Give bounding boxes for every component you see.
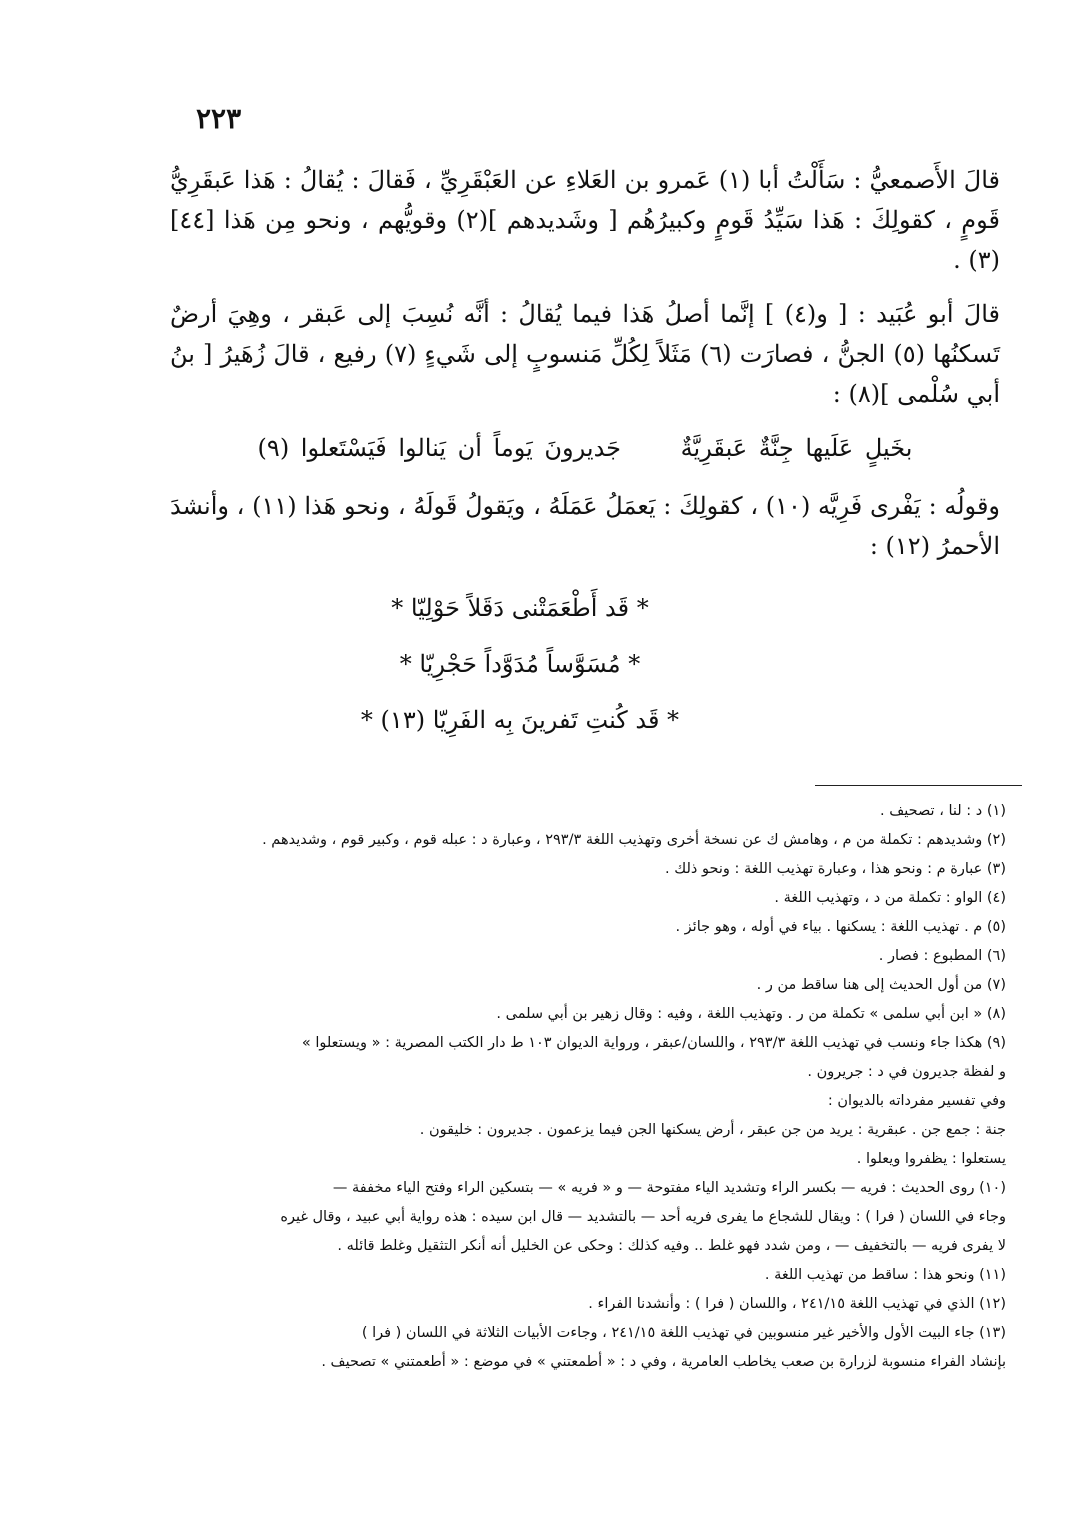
footnote-continuation: جنة : جمع جن . عبقرية : يريد من جن عبقر ، أرض يسكنها الجن فيما يزعمون . جديرون : خليقون . [419,1122,1006,1138]
footnote-continuation: و لفظة جديرون في د : جريرون . [807,1064,1006,1080]
rajaz-verses [170,580,1000,748]
footnote: (١٣) جاء البيت الأول والأخير غير منسوبين في تهذيب اللغة ٢٤١/١٥ ، وجاءت الأبيات الثلاثة في اللسان ( فرا ) [361,1325,1006,1341]
main-text [170,160,1000,748]
footnote-divider [815,785,1022,786]
footnote: (٦) المطبوع : فصار . [878,948,1006,964]
footnote: (٩) هكذا جاء ونسب في تهذيب اللغة ٢٩٣/٣ ، واللسان/عبقر ، ورواية الديوان ١٠٣ ط دار الكتب المصرية : « ويستعلوا » [301,1035,1006,1051]
verse-hemistich-right: بخَيلٍ عَلَيها جِنَّةٌ عَبقَرِيَّةٌ [680,434,913,462]
footnote: (٧) من أول الحديث إلى هنا ساقط من ر . [756,977,1006,993]
verse-hemistich-left: جَديرونَ يَوماً أن يَنالوا فَيَسْتَعلوا (٩) [257,434,621,462]
paragraph-asmai: قالَ الأَصمعيُّ : سَأَلْتُ أبا (١) عَمرو بن العَلاءِ عن العَبْقَرِيِّ ، فَقالَ : يُقالُ : هَذا عَبقَرِيُّ قَومٍ ، كقولِكَ : هَذا سَيِّدُ قَومٍ وكبيرُهُم [ وشَديدهم ](٢) وقويُّهم ، ونحو مِن هَذا [٤٤] (٣) . [170,166,1001,274]
footnote: (٥) م . تهذيب اللغة : يسكنها . بياء في أوله ، وهو جائز . [675,919,1006,935]
verse-zuhair [170,428,1000,468]
paragraph-abu-ubaid: قالَ أبو عُبَيد : [ و(٤) ] إنَّما أصلُ هَذا فيما يُقالُ : أنَّه نُسِبَ إلى عَبقر ، وهِيَ أرضٌ تَسكنُها (٥) الجنُّ ، فصارَت (٦) مَثَلاً لِكُلِّ مَنسوبٍ إلى شَيءٍ (٧) رفيع ، قالَ زُهَيرُ [ بنُ أبي سُلْمى ](٨) : [170,300,1001,408]
footnote-continuation: يستعلوا : يظفروا ويعلوا . [856,1151,1006,1167]
footnotes [176,798,1006,1378]
rajaz-line: * مُسَوَّساً مُدَوَّداً حَجْرِيّا * [399,650,641,678]
footnote: (٣) عبارة م : ونحو هذا ، وعبارة تهذيب اللغة : ونحو ذلك . [665,861,1006,877]
footnote-continuation: لا يفرى فريه — بالتخفيف — ، ومن شدد فهو غلط .. وفيه كذلك : وحكى عن الخليل أنه أنكر التثقيل وغلط قائله . [337,1238,1006,1254]
paragraph-yafri: وقولُه : يَفْرى فَرِيَّه (١٠) ، كقولِكَ : يَعمَلُ عَمَلَهُ ، ويَقولُ قَولَهُ ، ونحو هَذا (١١) ، وأنشدَ الأحمرُ (١٢) : [170,492,1001,560]
rajaz-line: * قَد أَطْعَمَتْنى دَقَلاً حَوْلِيّا * [391,594,649,622]
footnote-continuation: بإنشاد الفراء منسوبة لزرارة بن صعب يخاطب العامرية ، وفي د : « أطمعتني » في موضع : « أطعمتني » تصحيف . [321,1354,1006,1370]
footnote: (٨) « ابن أبي سلمى » تكملة من ر . وتهذيب اللغة ، وفيه : وقال زهير بن أبي سلمى . [496,1006,1006,1022]
footnote: (١٠) روى الحديث : فريه — بكسر الراء وتشديد الياء مفتوحة — و « فريه » — بتسكين الراء وفتح الياء مخففة — [332,1180,1006,1196]
footnote-continuation: وجاء في اللسان ( فرا ) : ويقال للشجاع ما يفرى فريه أحد — بالتشديد — قال ابن سيده : هذه رواية أبي عبيد ، وقال غيره [280,1209,1006,1225]
footnote: (١١) ونحو هذا : ساقط من تهذيب اللغة . [764,1267,1006,1283]
rajaz-line: * قَد كُنتِ تَفرينَ بِه الفَرِيّا (١٣) * [360,706,680,734]
page-number: ٢٢٣ [196,102,242,135]
footnote: (١٢) الذي في تهذيب اللغة ٢٤١/١٥ ، واللسان ( فرا ) : وأنشدنا الفراء . [588,1296,1006,1312]
footnote-continuation: وفي تفسير مفرداته بالديوان : [827,1093,1006,1109]
footnote: (٢) وشديدهم : تكملة من م ، وهامش ك عن نسخة أخرى وتهذيب اللغة ٢٩٣/٣ ، وعبارة د : عبله قوم ، وكبير قوم ، وشديدهم . [262,832,1006,848]
footnote: (٤) الواو : تكملة من د ، وتهذيب اللغة . [774,890,1006,906]
footnote: (١) د : لنا ، تصحيف . [880,803,1006,819]
